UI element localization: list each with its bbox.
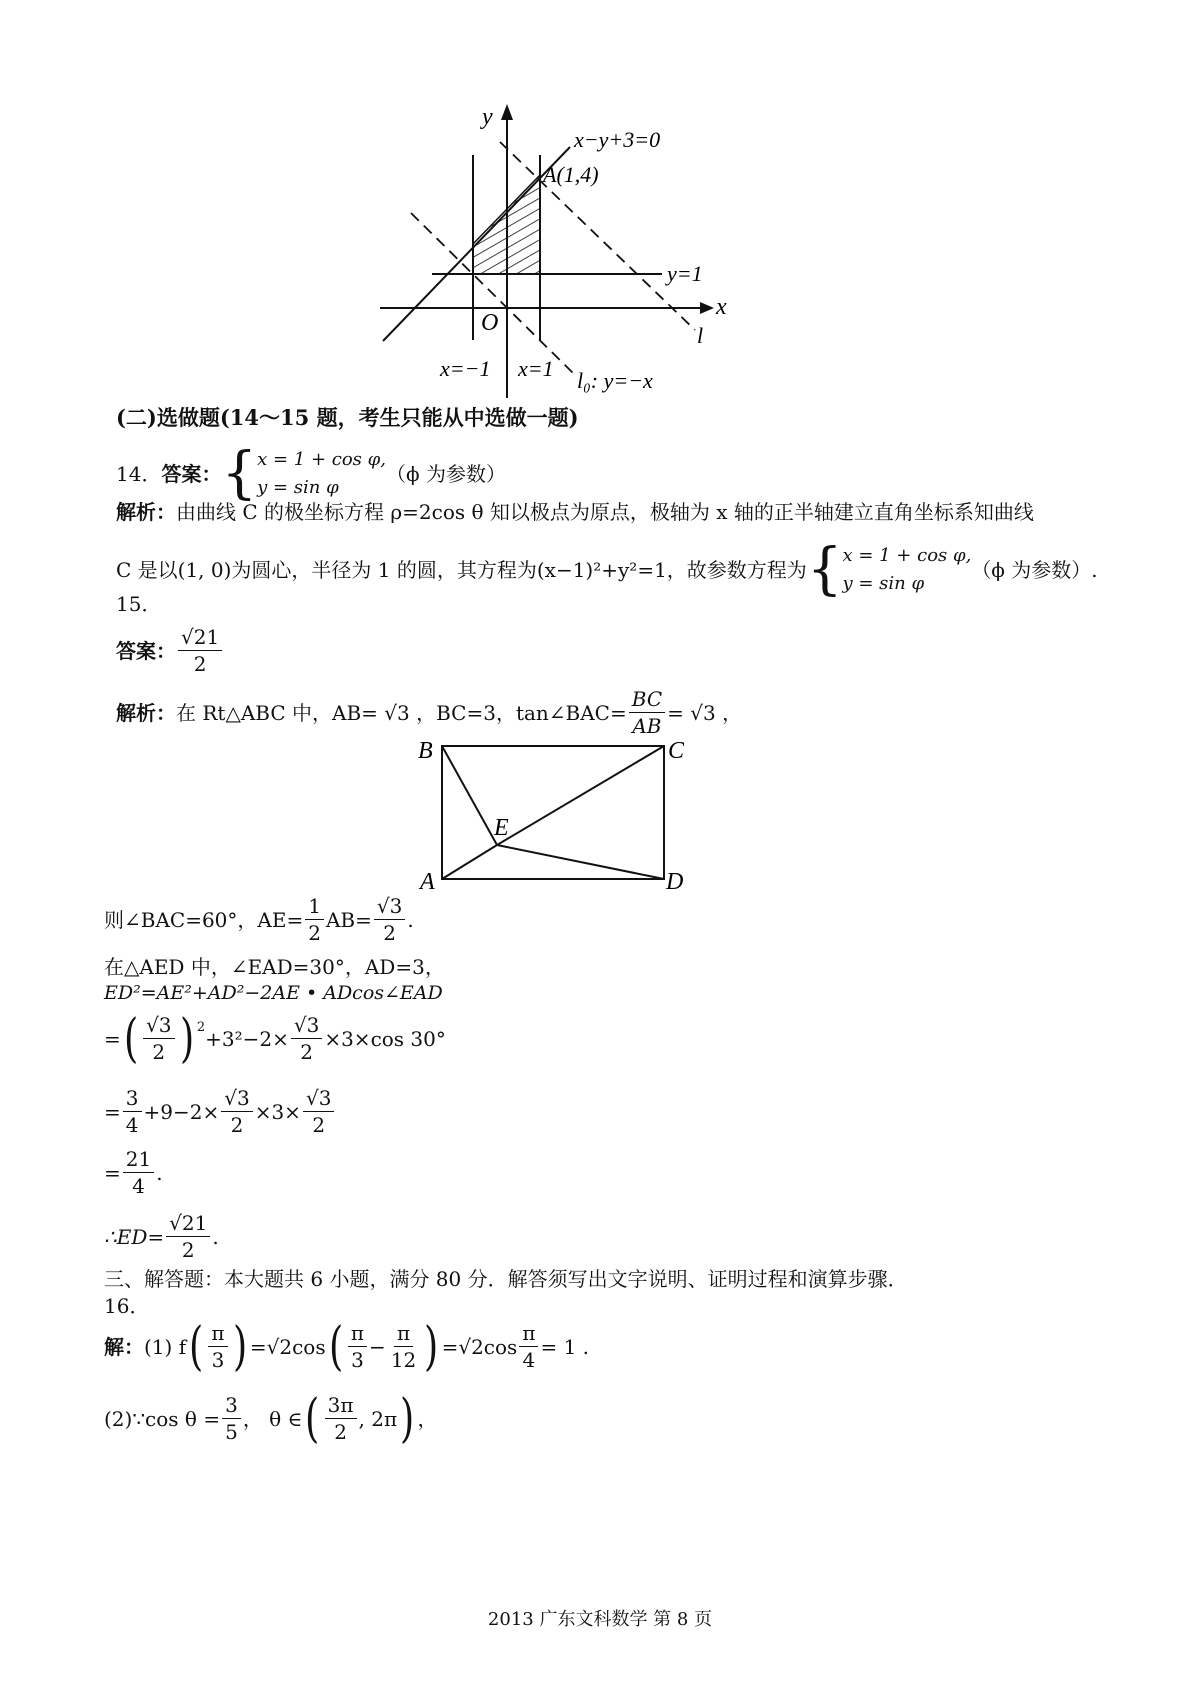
q14-analysis-line1 [116, 500, 1034, 524]
label-l: l [697, 323, 704, 348]
q15-tan-num: BC [629, 686, 665, 713]
section3-title: 三、解答题：本大题共 6 小题，满分 80 分．解答须写出文字说明、证明过程和演算步骤． [104, 1267, 908, 1291]
q15-step1-half [305, 893, 324, 946]
q14-answer-row [116, 441, 506, 506]
q16-paren1-right: ) [232, 1316, 247, 1377]
q14-param-note: （ϕ 为参数） [385, 462, 506, 486]
q15-step6 [104, 1146, 163, 1199]
q15-analysis-text: 在 Rt△ABC 中，AB= √3 ，BC=3，tan∠BAC= [176, 700, 627, 725]
q16-three-a: 3 [211, 1348, 225, 1372]
q15-analysis-end: = √3 ， [667, 700, 743, 725]
q14-brace2: { [806, 537, 843, 602]
q15-step6-pre: = [104, 1160, 121, 1185]
q15-step4-frac2 [291, 1012, 322, 1065]
segment-de [497, 845, 664, 879]
label-x: x [716, 294, 727, 320]
q16-p2-mid: ， θ ∈ [242, 1406, 303, 1431]
linear-programming-figure [370, 95, 740, 405]
q15-step4-a: √3 [143, 1012, 174, 1039]
q14-analysis-text1: 由曲线 C 的极坐标方程 ρ=2cos θ 知以极点为原点，极轴为 x 轴的正半轴建立直角坐标系知曲线 [176, 500, 1034, 524]
q15-step5-f2 [221, 1085, 252, 1138]
q15-step1-res-den: 2 [383, 921, 396, 945]
q15-answer-label: 答案： [116, 638, 176, 663]
section2-title: (二)选做题(14～15 题，考生只能从中选做一题) [116, 405, 579, 430]
q14-eq2: y = sin φ [257, 477, 339, 498]
q15-step5-f1n: 3 [123, 1085, 142, 1112]
q15-step4-exp: 2 [196, 1020, 206, 1035]
q16-frac-pi12 [388, 1320, 419, 1373]
q14-param-note2: （ϕ 为参数）. [971, 558, 1098, 582]
q15-answer-row [116, 624, 224, 677]
q15-step1-res-num: √3 [374, 893, 405, 920]
q14-number: 14． [116, 462, 162, 486]
q15-step7-frac [166, 1210, 210, 1263]
q15-step4-b2: 2 [300, 1040, 313, 1064]
q15-number: 15． [116, 592, 162, 616]
q15-answer-num: √21 [178, 624, 222, 651]
y-axis-arrow [501, 104, 513, 120]
label-l0: l₀: y=−x [577, 368, 653, 393]
label-b: B [418, 738, 433, 764]
paren-right: ) [179, 1008, 194, 1069]
q15-step5-f3 [303, 1085, 334, 1138]
q16-paren1-left: ( [189, 1316, 204, 1377]
q16-p2-int-d: 2 [334, 1420, 347, 1444]
q16-three-b: 3 [351, 1348, 364, 1372]
q15-step5-f3n: √3 [303, 1085, 334, 1112]
q15-step4 [104, 1008, 446, 1069]
q16-p2-paren-right: ) [400, 1388, 415, 1449]
label-x-neg1: x=−1 [440, 356, 491, 381]
q16-p2-d: 5 [225, 1420, 238, 1444]
q15-step7-end: . [212, 1224, 219, 1249]
label-c: C [668, 738, 685, 764]
q15-step1-end: . [407, 907, 414, 932]
q16-twelve: 12 [390, 1348, 417, 1372]
q16-label: 解： [104, 1334, 144, 1359]
q16-p2-paren-left: ( [305, 1388, 320, 1449]
q14-eq2b: y = sin φ [842, 573, 925, 594]
q15-step6-n: 21 [123, 1146, 154, 1173]
label-line-a: x−y+3=0 [574, 127, 661, 152]
label-a: A [420, 869, 435, 895]
q15-step3: ED²=AE²+AD²−2AE • ADcos∠EAD [104, 982, 443, 1004]
label-d: D [666, 869, 684, 895]
q15-answer-frac [178, 624, 222, 677]
q15-step4-mid: +3²−2× [205, 1026, 289, 1051]
q15-step4-frac [143, 1012, 174, 1065]
segment-ae [442, 845, 497, 879]
q16-p2-int [325, 1392, 357, 1445]
label-x1: x=1 [518, 356, 554, 381]
q15-step5-mid2: ×3× [254, 1099, 301, 1124]
q15-step4-b: 2 [152, 1040, 166, 1064]
q16-part1: 解： (1) f ( $\frac{\pi}{3}$ ) = √2cos ( $\frac{\pi}{3}$ − $\frac{\pi}{12}$ ) = √2cos $\frac{\pi}{4}$ = 1 . [104, 1316, 590, 1377]
q15-step5-mid: +9−2× [143, 1099, 220, 1124]
q14-analysis-label: 解析： [116, 500, 176, 524]
page-footer: 2013 广东文科数学 第 8 页 [487, 1609, 713, 1630]
label-y1: y=1 [667, 261, 703, 286]
q15-step5-f1 [123, 1085, 142, 1138]
q15-step4-pre: = [104, 1026, 121, 1051]
q15-step1-mid: AB= [325, 907, 372, 932]
x-axis-arrow [700, 302, 714, 314]
q15-step6-d: 4 [132, 1174, 145, 1198]
q15-step7-d: 2 [181, 1238, 195, 1262]
q15-step1-half-den: 2 [308, 921, 321, 945]
q15-step7 [104, 1210, 219, 1263]
q14-eq1b: x = 1 + cos φ, [842, 545, 972, 566]
q14-brace: { [221, 441, 258, 506]
q16-p2-end: ， [417, 1406, 438, 1431]
q15-step5 [104, 1085, 336, 1138]
q16-sqrt2cos-b: √2cos [458, 1334, 518, 1359]
q15-step1-pre: 则∠BAC=60°，AE= [104, 907, 304, 932]
q16-p2-frac [222, 1392, 241, 1445]
q16-four: 4 [522, 1348, 536, 1372]
q15-step5-pre: = [104, 1099, 121, 1124]
q16-frac-pi3b [348, 1320, 367, 1373]
q15-step5-f2n: √3 [221, 1085, 252, 1112]
segment-ce [497, 746, 664, 845]
q16-pi-c: π [394, 1320, 413, 1347]
q15-step1-res [374, 893, 405, 946]
label-e: E [494, 815, 509, 841]
q15-analysis-row [116, 686, 742, 739]
q16-p2-int-end: , 2π [358, 1406, 398, 1431]
q16-sqrt2cos-a: √2cos [266, 1334, 326, 1359]
q16-p2-n: 3 [222, 1392, 241, 1419]
q14-eq1: x = 1 + cos φ, [257, 449, 386, 470]
q16-pi-a: π [208, 1320, 227, 1347]
q14-system [257, 446, 386, 502]
q15-step4-end: ×3×cos 30° [324, 1026, 446, 1051]
q16-frac-pi4 [519, 1320, 538, 1373]
q14-answer-label: 答案： [161, 462, 222, 486]
q14-analysis-text2: C 是以(1, 0)为圆心，半径为 1 的圆，其方程为(x−1)²+y²=1，故参数方程为 [116, 558, 807, 582]
label-point-a: A(1,4) [543, 162, 599, 187]
q15-step6-end: . [156, 1160, 163, 1185]
q15-step6-frac [123, 1146, 154, 1199]
q15-step1 [104, 893, 414, 946]
q16-p1-pre: (1) f [144, 1334, 187, 1359]
q15-tan-frac [629, 686, 665, 739]
q15-analysis-label: 解析： [116, 700, 176, 725]
q16-p1-end: = 1 . [540, 1334, 590, 1359]
q15-step7-pre: ∴ED= [104, 1224, 165, 1249]
q16-paren2-right: ) [424, 1316, 439, 1377]
q16-number: 16． [104, 1294, 150, 1318]
label-origin: O [481, 310, 499, 336]
q14-analysis-line2 [116, 537, 1098, 602]
q15-answer-den: 2 [193, 652, 207, 676]
q16-p2-pre: (2)∵cos θ = [104, 1406, 221, 1431]
rectangle-figure [410, 735, 700, 895]
q16-part2 [104, 1388, 438, 1449]
line-x-y-3 [383, 147, 570, 341]
q15-step5-f3d: 2 [312, 1113, 326, 1137]
q16-pi-d: π [519, 1320, 538, 1347]
q16-frac-pi3 [208, 1320, 227, 1373]
segment-be [442, 746, 497, 845]
q15-step4-a2: √3 [291, 1012, 322, 1039]
q15-tan-den: AB [632, 714, 662, 738]
q14-system2 [842, 542, 971, 598]
q16-p2-int-n: 3π [325, 1392, 357, 1419]
paren-left: ( [123, 1008, 139, 1069]
q16-paren2-left: ( [328, 1316, 343, 1377]
q15-step5-f2d: 2 [230, 1113, 244, 1137]
q15-step5-f1d: 4 [125, 1113, 139, 1137]
label-y: y [482, 104, 493, 130]
q15-step7-n: √21 [166, 1210, 210, 1237]
q16-pi-b: π [348, 1320, 367, 1347]
q15-step2: 在△AED 中，∠EAD=30°，AD=3， [104, 955, 445, 979]
q15-step1-half-num: 1 [305, 893, 324, 920]
